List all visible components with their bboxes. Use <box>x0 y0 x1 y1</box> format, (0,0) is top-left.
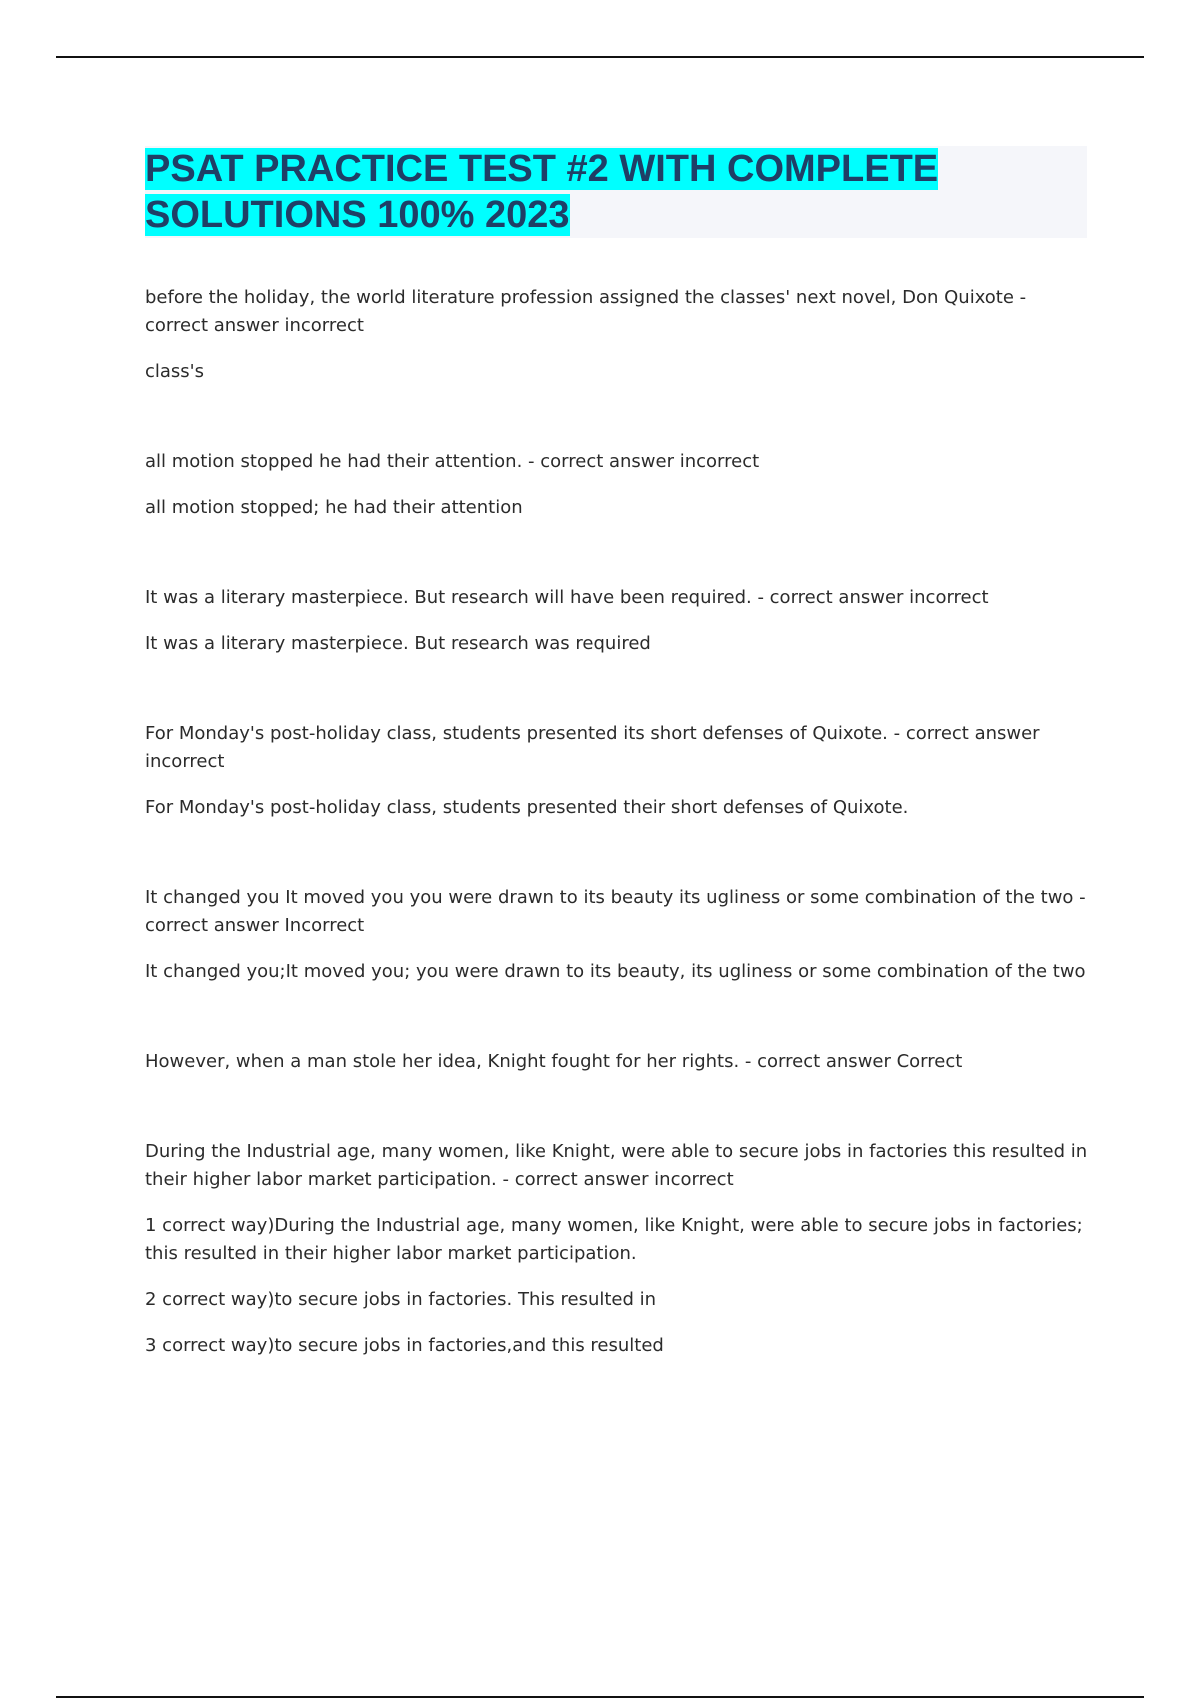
answer-text: It was a literary masterpiece. But research was required <box>145 633 651 654</box>
answer-text: It changed you;It moved you; you were drawn to its beauty, its ugliness or some combination of the two <box>145 961 1086 982</box>
question-text: It changed you It moved you you were drawn to its beauty its ugliness or some combination of the two - correct answer Incorrect <box>145 887 1086 936</box>
question-text: before the holiday, the world literature profession assigned the classes' next novel, Don Quixote - correct answer incorrect <box>145 287 1027 336</box>
qa-item-4 <box>145 720 1090 822</box>
answer-text: 2 correct way)to secure jobs in factories. This resulted in <box>145 1289 657 1310</box>
qa-item-1 <box>145 284 1090 386</box>
question-text: For Monday's post-holiday class, students presented its short defenses of Quixote. - correct answer incorrect <box>145 723 1040 772</box>
document-title <box>145 146 1005 238</box>
answer-text: 3 correct way)to secure jobs in factories,and this resulted <box>145 1335 664 1356</box>
qa-item-5 <box>145 884 1090 986</box>
qa-item-6 <box>145 1048 1090 1076</box>
answer-text: 1 correct way)During the Industrial age, many women, like Knight, were able to secure jobs in factories; this resulted in their higher labor market participation. <box>145 1215 1083 1264</box>
question-text: all motion stopped he had their attention. - correct answer incorrect <box>145 451 760 472</box>
qa-item-3 <box>145 584 1090 658</box>
question-text: It was a literary masterpiece. But research will have been required. - correct answer incorrect <box>145 587 989 608</box>
question-text: During the Industrial age, many women, like Knight, were able to secure jobs in factories this resulted in their higher labor market participation. - correct answer incorrect <box>145 1141 1088 1190</box>
answer-text: For Monday's post-holiday class, students presented their short defenses of Quixote. <box>145 797 909 818</box>
title-highlight: PSAT PRACTICE TEST #2 WITH COMPLETE SOLUTIONS 100% 2023 <box>145 148 939 236</box>
question-text: However, when a man stole her idea, Knight fought for her rights. - correct answer Correct <box>145 1051 963 1072</box>
answer-text: class's <box>145 361 205 382</box>
document-body <box>145 284 1090 1360</box>
header-rule <box>56 56 1144 58</box>
qa-item-7 <box>145 1138 1090 1360</box>
footer-rule <box>56 1696 1144 1698</box>
answer-text: all motion stopped; he had their attention <box>145 497 523 518</box>
qa-item-2 <box>145 448 1090 522</box>
